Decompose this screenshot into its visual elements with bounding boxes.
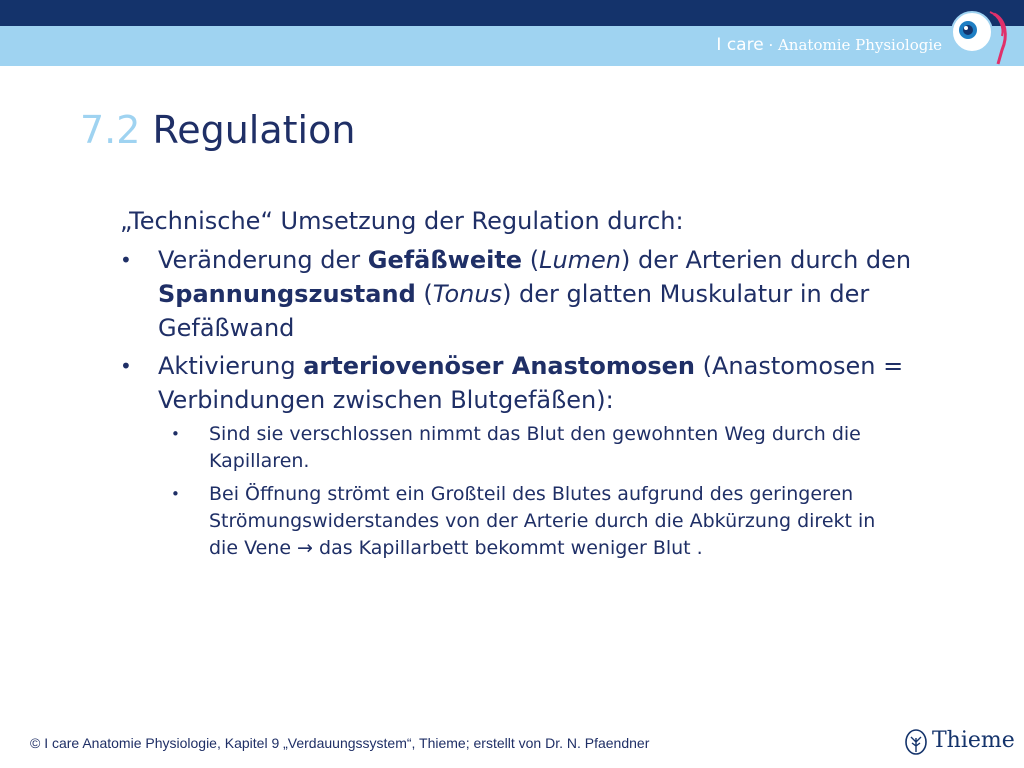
publisher-name: Thieme [932,728,1015,753]
header-top-bar [0,0,1024,26]
title-number: 7.2 [80,108,141,152]
bullet-text: ) der Arterien durch den [621,246,912,274]
brand-secondary: · Anatomie Physiologie [763,36,942,54]
bullet-text: ( [522,246,540,274]
bullet-dot-icon: • [120,248,132,272]
sub-bullet-item [171,421,899,475]
thieme-logo [904,726,1014,758]
bullet-item [120,349,920,417]
bullet-text: ) der glatten Muskulatur in der Gefäßwand [158,280,870,342]
intro-text: „Technische“ Umsetzung der Regulation durch: [120,207,684,235]
brand-primary: I care [716,35,764,55]
sub-bullet-item [171,481,899,562]
brand-label [716,35,942,55]
bullet-dot-icon: • [171,485,180,503]
bullet-emphasis: Gefäßweite [367,246,523,274]
bullet-italic: Tonus [432,280,503,308]
bullet-text: Veränderung der [158,246,368,274]
slide-title [80,108,355,152]
slide-content [120,205,920,568]
title-text: Regulation [152,108,356,152]
bullet-text: ( [415,280,433,308]
bullet-emphasis: Spannungszustand [158,280,416,308]
bullet-item [120,243,920,345]
bullet-dot-icon: • [120,354,132,378]
thieme-tree-icon [904,728,928,756]
bullet-dot-icon: • [171,425,180,443]
bullet-emphasis: arteriovenöser Anastomosen [303,352,696,380]
bullet-italic: Lumen [539,246,622,274]
bullet-text: Aktivierung [158,352,304,380]
sub-bullet-text: Sind sie verschlossen nimmt das Blut den gewohnten Weg durch die Kapillaren. [209,423,861,472]
sub-bullet-text: Bei Öffnung strömt ein Großteil des Blutes aufgrund des geringeren Strömungswiderstandes von der Arterie durch die Abkürzung direkt in die Vene → das Kapillarbett bekommt weniger Blut . [209,483,876,559]
footer-copyright: © I care Anatomie Physiologie, Kapitel 9 „Verdauungssystem“, Thieme; erstellt von Dr. N. Pfaendner [30,735,650,751]
eye-logo-icon [948,6,1012,68]
bullet-text: (Anastomosen = Verbindungen zwischen Blutgefäßen): [158,352,904,414]
